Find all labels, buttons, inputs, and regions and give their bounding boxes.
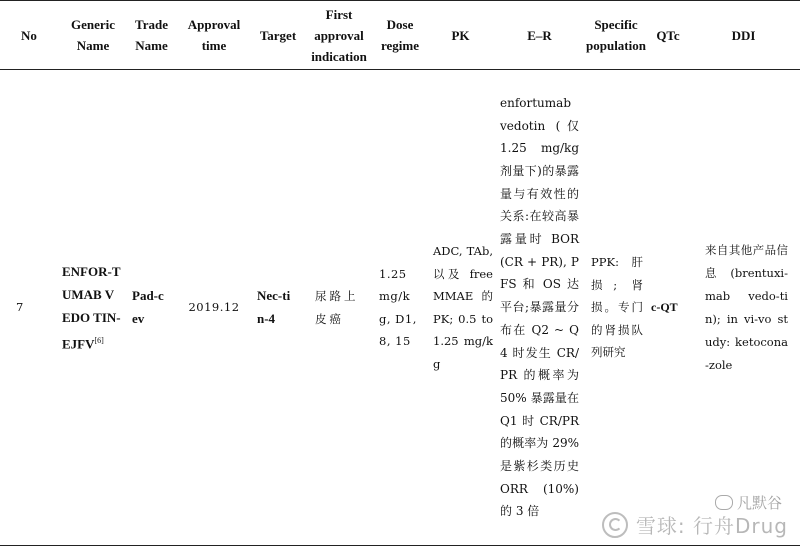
cell-target: [253, 70, 303, 546]
cell-er: [496, 70, 583, 546]
header-no: No: [0, 1, 58, 70]
header-generic-name: Generic Name: [58, 1, 128, 70]
table-header-row: [0, 1, 800, 70]
cell-approval-time-value: 2019.12: [188, 300, 240, 315]
cell-target-value: Nec-tin-4: [257, 288, 291, 326]
cell-dose-regime-value: 1.25 mg/kg, D1,8, 15: [379, 266, 417, 348]
cell-indication: [303, 70, 375, 546]
watermark-bottom: [602, 510, 788, 539]
cell-specific-population-value: PPK:肝损; 肾损。专门的肾损队列研究: [591, 255, 643, 360]
watermark-line2: 雪球: 行舟Drug: [635, 514, 788, 538]
header-approval-time: Approval time: [175, 1, 253, 70]
wechat-bubble-icon: [715, 495, 733, 510]
cell-ddi-value: 来自其他产品信息 (brentuxi-mab vedo-tin); in vi-vo study: ketocona-zole: [705, 242, 788, 372]
cell-dose-regime: [375, 70, 425, 546]
header-ddi: DDI: [687, 1, 800, 70]
header-pk: PK: [425, 1, 496, 70]
header-trade-name: Trade Name: [128, 1, 175, 70]
cell-approval-time: [175, 70, 253, 546]
cell-no: [0, 70, 58, 546]
cell-specific-population: [583, 70, 649, 546]
cell-generic-name: [58, 70, 128, 546]
header-er: E–R: [496, 1, 583, 70]
snowball-logo-icon: [602, 512, 628, 538]
cell-qtc-value: c-QT: [651, 300, 678, 315]
table-row: [0, 70, 800, 546]
cell-er-value: enfortumab vedotin (仅 1.25 mg/kg 剂量下)的暴露量与有效性的关系:在较高暴露量时 BOR (CR + PR), PFS 和 OS 达平台;暴露量分布在 Q2 ~ Q4 时发生 CR/PR 的概率为 50% 暴露量在 Q1 时 CR/PR 的概率为 29% 是紫杉类历史 ORR (10%) 的 3 倍: [500, 95, 579, 519]
reference-superscript[interactable]: [6]: [94, 335, 104, 345]
cell-indication-value: 尿路上皮癌: [315, 289, 359, 326]
header-specific-population: Specific population: [583, 1, 649, 70]
watermark-line1: 凡默谷: [736, 494, 782, 512]
cell-pk: [425, 70, 496, 546]
cell-ddi: [687, 70, 800, 546]
header-dose-regime: Dose regime: [375, 1, 425, 70]
cell-trade-name-value: Pad-cev: [132, 288, 164, 326]
cell-pk-value: ADC, TAb, 以及 free MMAE 的 PK; 0.5 to 1.25 mg/kg: [433, 244, 493, 371]
cell-trade-name: [128, 70, 175, 546]
cell-generic-name-value: ENFOR-TUMAB VEDO TIN-EJFV: [62, 263, 121, 352]
cell-no-value: 7: [16, 300, 24, 315]
header-target: Target: [253, 1, 303, 70]
header-first-approval-indication: First approval indication: [303, 1, 375, 70]
header-qtc: QTc: [649, 1, 687, 70]
cell-qtc: [649, 70, 687, 546]
